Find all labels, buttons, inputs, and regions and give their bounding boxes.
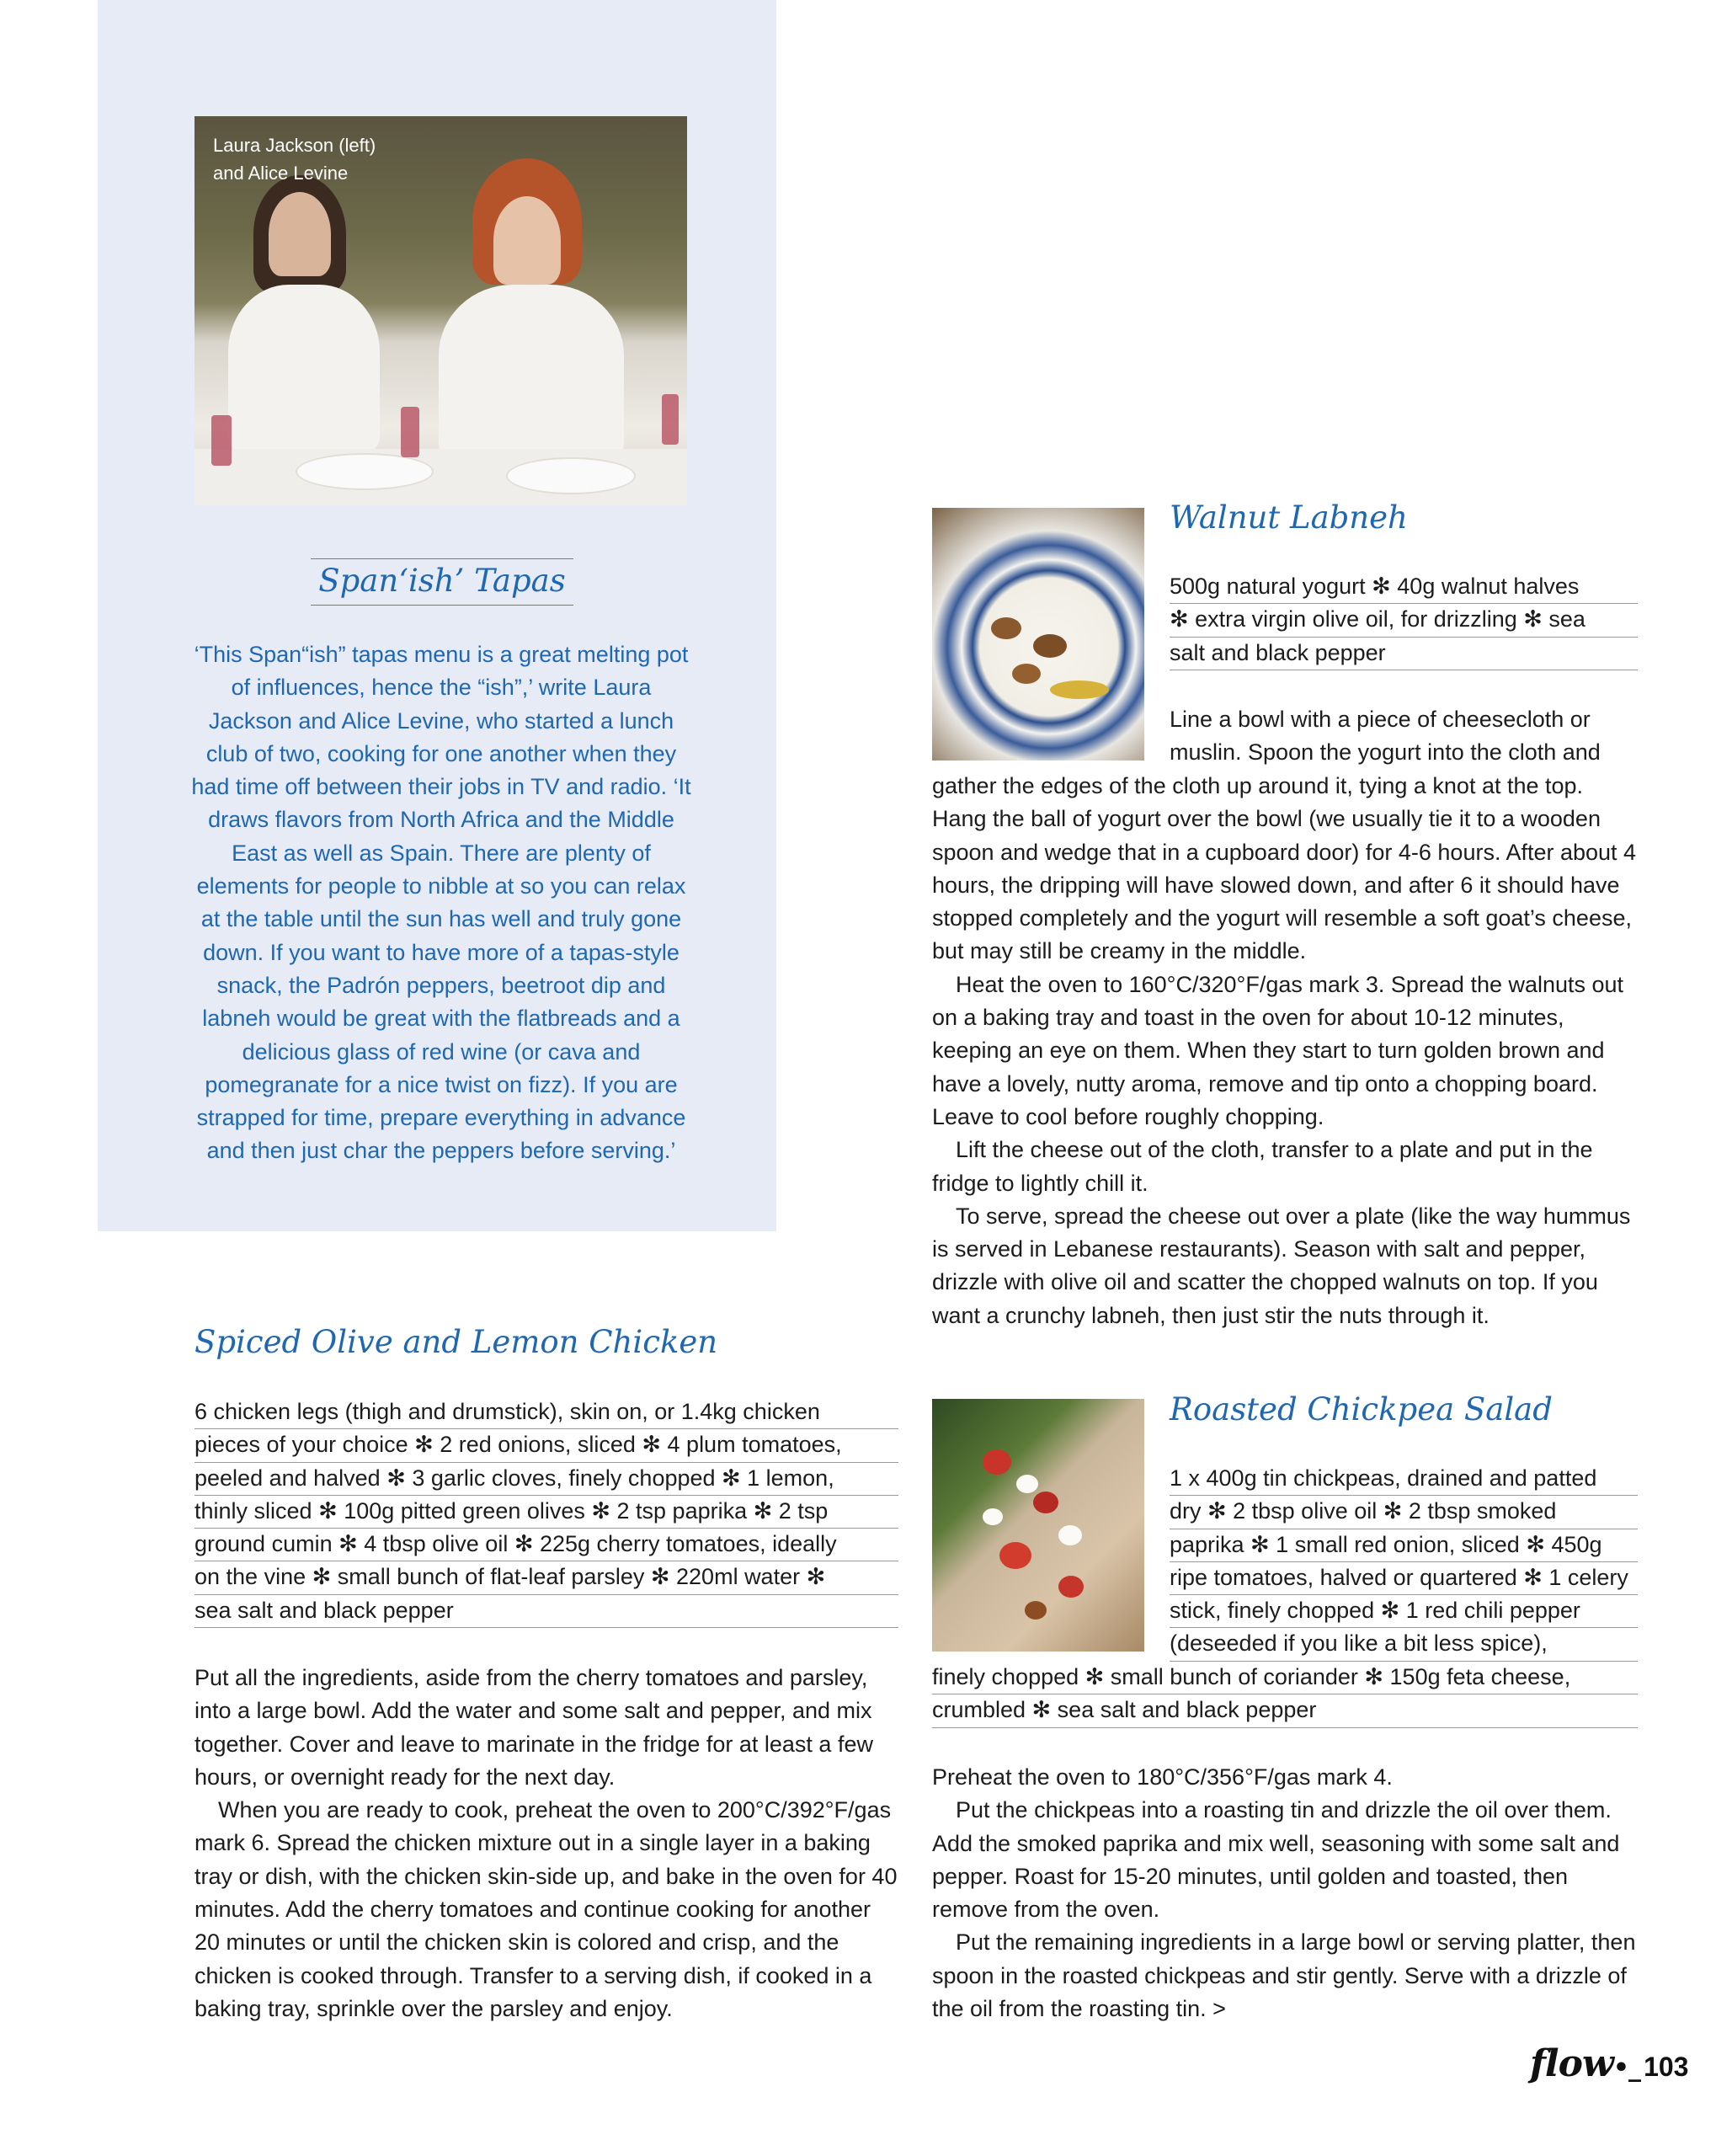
- method-paragraph: Put all the ingredients, aside from the cherry tomatoes and parsley, into a large bowl. Add the water and some salt and pepper, and mix together. Cover and leave to marinate in the fridge for at least a few hours, or overnight ready for the next day.: [195, 1665, 873, 1790]
- photo-tomato: [1058, 1576, 1084, 1598]
- flow-logo-mark: •_: [1612, 2053, 1641, 2083]
- ingredient-line: crumbled ✻ sea salt and black pepper: [932, 1694, 1638, 1727]
- method-paragraph: To serve, spread the cheese out over a plate (like the way hummus is served in Lebanese restaurants). Season with salt and pepper, drizzle with olive oil and scatter the chopped walnuts on top. If you want a crunchy labneh, then just stir the nuts through it.: [932, 1203, 1631, 1328]
- photo-caption: [213, 131, 432, 187]
- chickpea-ingredients-wide: [932, 1662, 1638, 1728]
- page-footer: [1530, 2042, 1698, 2093]
- ingredient-line: ripe tomatoes, halved or quartered ✻ 1 celery: [1170, 1562, 1638, 1595]
- flow-logo: flow: [1530, 2042, 1613, 2085]
- photo-chickpea: [1025, 1601, 1047, 1620]
- photo-figure-right-face: [493, 196, 561, 285]
- labneh-ingredients: [1170, 571, 1638, 670]
- ingredient-line: (deseeded if you like a bit less spice),: [1170, 1628, 1638, 1661]
- ingredient-line: stick, finely chopped ✻ 1 red chili pepper: [1170, 1595, 1638, 1628]
- method-paragraph: Put the chickpeas into a roasting tin and drizzle the oil over them. Add the smoked paprika and mix well, seasoning with some salt and pepper. Roast for 15-20 minutes, until golden and toasted, then remove from the oven.: [932, 1797, 1620, 1923]
- ingredient-line: pieces of your choice ✻ 2 red onions, sliced ✻ 4 plum tomatoes,: [195, 1429, 898, 1462]
- photo-tomato: [983, 1449, 1011, 1475]
- method-line: Line a bowl with a piece of cheesecloth or: [1170, 707, 1591, 732]
- chickpea-ingredients-narrow: [1170, 1463, 1638, 1662]
- chicken-method: [195, 1662, 898, 2025]
- ingredient-line: on the vine ✻ small bunch of flat-leaf parsley ✻ 220ml water ✻: [195, 1561, 898, 1594]
- ingredient-line: sea salt and black pepper: [195, 1595, 898, 1628]
- method-paragraph: Put the remaining ingredients in a large bowl or serving platter, then spoon in the roasted chickpeas and stir gently. Serve with a drizzle of the oil from the roasting tin. >: [932, 1929, 1636, 2022]
- ingredient-line: 500g natural yogurt ✻ 40g walnut halves: [1170, 571, 1638, 604]
- ingredient-line: 6 chicken legs (thigh and drumstick), skin on, or 1.4kg chicken: [195, 1396, 898, 1429]
- ingredient-line: dry ✻ 2 tbsp olive oil ✻ 2 tbsp smoked: [1170, 1496, 1638, 1529]
- photo-wine-glass: [662, 394, 679, 445]
- photo-walnut: [1033, 634, 1067, 658]
- method-paragraph: Lift the cheese out of the cloth, transfer to a plate and put in the fridge to lightly chill it.: [932, 1137, 1593, 1196]
- photo-tomato: [999, 1542, 1031, 1569]
- method-line: muslin. Spoon the yogurt into the cloth and: [1170, 739, 1601, 766]
- photo-feta: [1016, 1475, 1038, 1493]
- photo-caption-line: Laura Jackson (left): [213, 135, 376, 156]
- tapas-menu-title: Span‘ish’ Tapas: [311, 558, 573, 606]
- photo-feta: [1058, 1525, 1082, 1545]
- photo-walnut-labneh: [932, 508, 1144, 760]
- page-number: 103: [1644, 2052, 1689, 2082]
- photo-plate-right: [506, 457, 636, 494]
- labneh-recipe-title: Walnut Labneh: [1170, 499, 1408, 536]
- ingredient-line: thinly sliced ✻ 100g pitted green olives ✻ 2 tsp paprika ✻ 2 tsp: [195, 1496, 898, 1529]
- method-paragraph: When you are ready to cook, preheat the oven to 200°C/392°F/gas mark 6. Spread the chicken mixture out in a single layer in a baking tray or dish, with the chicken skin-side up, and bake in the oven for 40 minutes. Add the cherry tomatoes and continue cooking for another 20 minutes or until the chicken skin is colored and crisp, and the chicken is cooked through. Transfer to a serving dish, if cooked in a baking tray, sprinkle over the parsley and enjoy.: [195, 1797, 898, 2021]
- chickpea-method: [932, 1761, 1639, 2025]
- chickpea-recipe-title: Roasted Chickpea Salad: [1170, 1391, 1553, 1428]
- chicken-ingredients: [195, 1396, 898, 1628]
- photo-plate-left: [296, 453, 434, 490]
- labneh-method: [932, 770, 1639, 1332]
- photo-walnut: [991, 617, 1021, 639]
- tapas-intro-text: ‘This Span“ish” tapas menu is a great melting pot of influences, hence the “ish”,’ write Laura Jackson and Alice Levine, who started a lunch club of two, cooking for one another when they had time off between their jobs in TV and radio. ‘It draws flavors from North Africa and the Middle East as well as Spain. There are plenty of elements for people to nibble at so you can relax at the table until the sun has well and truly gone down. If you want to have more of a tapas-style snack, the Padrón peppers, beetroot dip and labneh would be great with the flatbreads and a delicious glass of red wine (or cava and pomegranate for a nice twist on fizz). If you are strapped for time, prepare everything in advance and then just char the peppers before serving.’: [191, 642, 691, 1164]
- photo-wine-glass: [401, 407, 419, 457]
- ingredient-line: ✻ extra virgin olive oil, for drizzling ✻ sea: [1170, 604, 1638, 637]
- photo-tomato: [1033, 1492, 1058, 1513]
- ingredient-line: paprika ✻ 1 small red onion, sliced ✻ 450g: [1170, 1529, 1638, 1562]
- ingredient-line: peeled and halved ✻ 3 garlic cloves, finely chopped ✻ 1 lemon,: [195, 1463, 898, 1496]
- ingredient-line: finely chopped ✻ small bunch of coriander ✻ 150g feta cheese,: [932, 1662, 1638, 1694]
- photo-figure-right-blouse: [439, 285, 624, 462]
- ingredient-line: ground cumin ✻ 4 tbsp olive oil ✻ 225g cherry tomatoes, ideally: [195, 1529, 898, 1561]
- method-paragraph: Heat the oven to 160°C/320°F/gas mark 3. Spread the walnuts out on a baking tray and toast in the oven for about 10-12 minutes, keeping an eye on them. When they start to turn golden brown and have a lovely, nutty aroma, remove and tip onto a chopping board. Leave to cool before roughly chopping.: [932, 971, 1624, 1129]
- labneh-method-intro: [1170, 703, 1638, 770]
- method-paragraph: gather the edges of the cloth up around it, tying a knot at the top. Hang the ball of yogurt over the bowl (we usually tie it to a wooden spoon and wedge that in a cupboard door) for 4-6 hours. After about 4 hours, the dripping will have slowed down, and after 6 it should have stopped completely and the yogurt will resemble a soft goat’s cheese, but may still be creamy in the middle.: [932, 773, 1637, 964]
- method-paragraph: Preheat the oven to 180°C/356°F/gas mark 4.: [932, 1764, 1393, 1790]
- photo-feta: [983, 1508, 1003, 1525]
- photo-roasted-chickpea-salad: [932, 1399, 1144, 1652]
- photo-figure-left-face: [269, 192, 331, 276]
- photo-wine-glass: [211, 415, 232, 466]
- photo-laura-and-alice: [195, 116, 687, 505]
- ingredient-line: 1 x 400g tin chickpeas, drained and patted: [1170, 1463, 1638, 1496]
- photo-caption-line: and Alice Levine: [213, 163, 349, 184]
- photo-walnut: [1012, 664, 1041, 684]
- photo-olive-oil: [1050, 680, 1109, 699]
- ingredient-line: salt and black pepper: [1170, 638, 1638, 670]
- photo-figure-left-blouse: [228, 285, 380, 453]
- chicken-recipe-title: Spiced Olive and Lemon Chicken: [195, 1324, 718, 1360]
